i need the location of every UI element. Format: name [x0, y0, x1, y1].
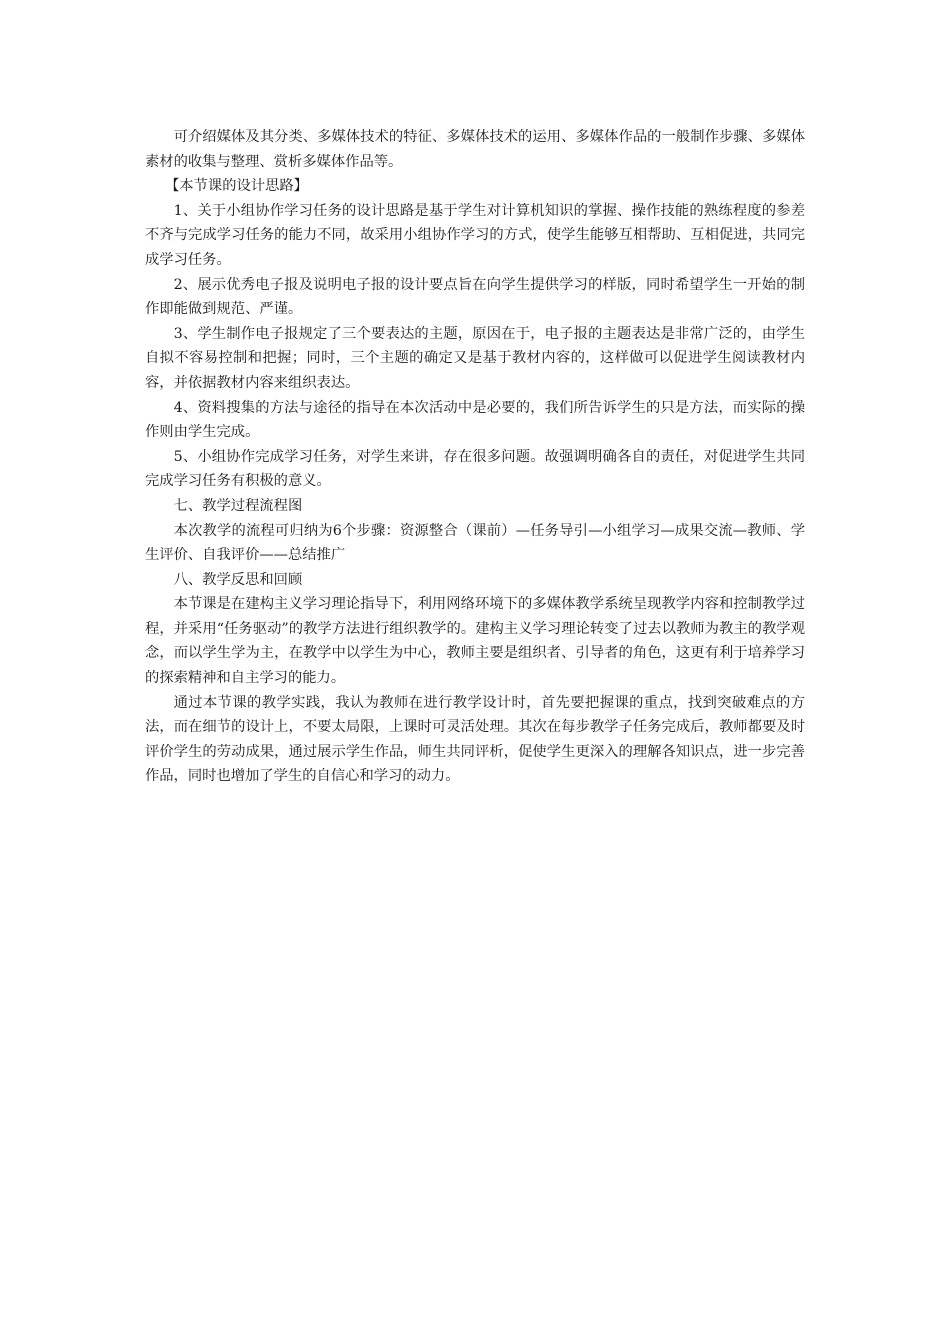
section-7-heading: 七、教学过程流程图 [173, 497, 303, 514]
process-paragraph: 本次教学的流程可归纳为6个步骤：资源整合（课前）—任务导引—小组学习—成果交流—教师、学生评价、自我评价——总结推广 [145, 522, 805, 564]
section-8-heading: 八、教学反思和回顾 [173, 571, 303, 588]
reflection-paragraph-1: 本节课是在建构主义学习理论指导下，利用网络环境下的多媒体教学系统呈现教学内容和控制教学过程，并采用“任务驱动”的教学方法进行组织教学的。建构主义学习理论转变了过去以教师为教主的教学观念，而以学生学为主，在教学中以学生为中心，教师主要是组织者、引导者的角色，这更有利于培养学习的探索精神和自主学习的能力。 [145, 596, 805, 687]
design-point-5: 5、小组协作完成学习任务，对学生来讲，存在很多问题。故强调明确各自的责任，对促进学生共同完成学习任务有积极的意义。 [145, 448, 805, 490]
intro-paragraph: 可介绍媒体及其分类、多媒体技术的特征、多媒体技术的运用、多媒体作品的一般制作步骤、多媒体素材的收集与整理、赏析多媒体作品等。 [145, 129, 805, 170]
design-idea-heading: 【本节课的设计思路】 [165, 178, 308, 195]
document-page [145, 125, 805, 789]
reflection-paragraph-2: 通过本节课的教学实践，我认为教师在进行教学设计时，首先要把握课的重点，找到突破难点的方法，而在细节的设计上，不要太局限，上课时可灵活处理。其次在每步教学子任务完成后，教师都要及时评价学生的劳动成果，通过展示学生作品，师生共同评析，促使学生更深入的理解各知识点，进一步完善作品，同时也增加了学生的自信心和学习的动力。 [145, 694, 805, 785]
design-point-4: 4、资料搜集的方法与途径的指导在本次活动中是必要的，我们所告诉学生的只是方法，而实际的操作则由学生完成。 [145, 399, 805, 441]
design-point-2: 2、展示优秀电子报及说明电子报的设计要点旨在向学生提供学习的样版，同时希望学生一开始的制作即能做到规范、严谨。 [145, 276, 805, 318]
design-point-1: 1、关于小组协作学习任务的设计思路是基于学生对计算机知识的掌握、操作技能的熟练程度的参差不齐与完成学习任务的能力不同，故采用小组协作学习的方式，使学生能够互相帮助、互相促进，共同完成学习任务。 [145, 202, 805, 268]
design-point-3: 3、学生制作电子报规定了三个要表达的主题，原因在于，电子报的主题表达是非常广泛的，由学生自拟不容易控制和把握；同时，三个主题的确定又是基于教材内容的，这样做可以促进学生阅读教材内容，并依据教材内容来组织表达。 [145, 325, 805, 391]
